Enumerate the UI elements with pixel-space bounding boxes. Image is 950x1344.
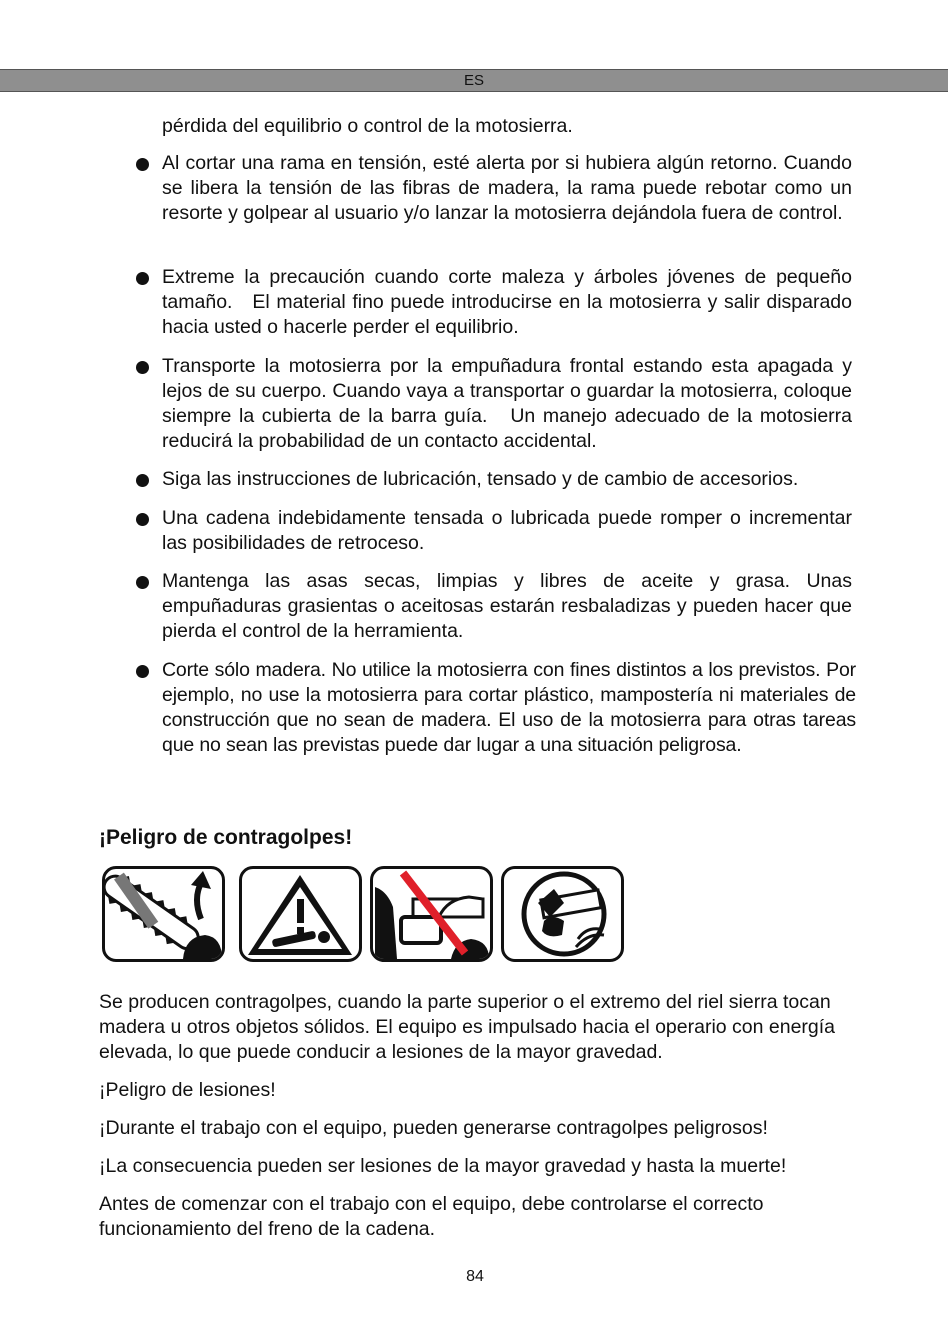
kickback-icon-strip: [102, 866, 626, 966]
bullet-text: Siga las instrucciones de lubricación, tensado y de cambio de accesorios.: [162, 468, 799, 490]
kickback-description: Se producen contragolpes, cuando la parte superior o el extremo del riel sierra tocan madera u otros objetos sólidos. El equipo es impulsado hacia el operario con energía elevada, lo que puede conducir a lesiones de la mayor gravedad.: [99, 991, 836, 1063]
bullet-dot-icon: [136, 665, 149, 678]
bullet-dot-icon: [136, 272, 149, 285]
bullet-dot-icon: [136, 576, 149, 589]
warning-triangle-icon: [239, 866, 362, 962]
two-hands-grip-icon: [501, 866, 624, 962]
kickback-bar-icon: [102, 866, 225, 962]
bullet-text: Extreme la precaución cuando corte maleza y árboles jóvenes de pequeño tamaño. El material fino puede introducirse en la motosierra y salir disparado hacia usted o hacerle perder el equilibrio.: [162, 266, 858, 338]
kickback-warning: ¡Durante el trabajo con el equipo, pueden generarse contragolpes peligrosos!: [99, 1117, 768, 1139]
bullet-text: Mantenga las asas secas, limpias y libres de aceite y grasa. Unas empuñaduras grasientas o aceitosas estarán resbaladizas y pueden hacer que pierda el control de la herramienta.: [162, 570, 852, 642]
language-header-bar: [0, 69, 948, 92]
bullet-dot-icon: [136, 474, 149, 487]
no-one-hand-icon: [370, 866, 493, 962]
bullet-text: Transporte la motosierra por la empuñadura frontal estando esta apagada y lejos de su cuerpo. Cuando vaya a transportar o guardar la motosierra, coloque siempre la cubierta de la barra guía. Un manejo adecuado de la motosierra reducirá la probabilidad de un contacto accidental.: [162, 355, 858, 452]
consequence-warning: ¡La consecuencia pueden ser lesiones de la mayor gravedad y hasta la muerte!: [99, 1155, 787, 1177]
language-label: ES: [463, 72, 484, 89]
page-number: 84: [466, 1268, 484, 1285]
chain-brake-instruction: Antes de comenzar con el trabajo con el equipo, debe controlarse el correcto funcionamiento del freno de la cadena.: [99, 1193, 764, 1240]
intro-continuation: pérdida del equilibrio o control de la motosierra.: [162, 115, 573, 137]
bullet-dot-icon: [136, 158, 149, 171]
bullet-dot-icon: [136, 513, 149, 526]
bullet-dot-icon: [136, 361, 149, 374]
bullet-text: Una cadena indebidamente tensada o lubricada puede romper o incrementar las posibilidades de retroceso.: [162, 507, 852, 554]
injury-warning: ¡Peligro de lesiones!: [99, 1079, 276, 1101]
bullet-text: Corte sólo madera. No utilice la motosierra con fines distintos a los previstos. Por ejemplo, no use la motosierra para cortar plástico, mampostería ni materiales de construcción que no sean de madera. El uso de la motosierra para otras tareas que no sean las previstas puede dar lugar a una situación peligrosa.: [162, 659, 856, 756]
bullet-text: Al cortar una rama en tensión, esté alerta por si hubiera algún retorno. Cuando se libera la tensión de las fibras de madera, la rama puede rebotar como un resorte y golpear al usuario y/o lanzar la motosierra dejándola fuera de control.: [162, 152, 852, 224]
section-title: ¡Peligro de contragolpes!: [99, 826, 353, 849]
